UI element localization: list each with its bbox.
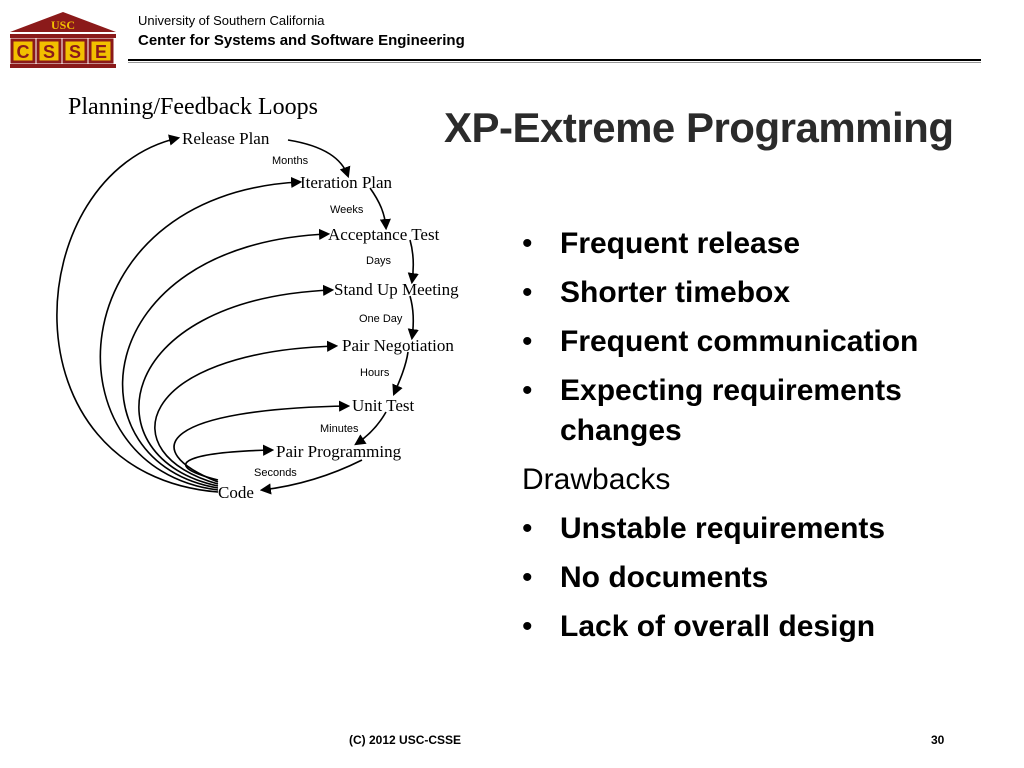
header-text [138, 13, 465, 51]
duration-minutes: Minutes [320, 423, 359, 435]
arc-iteration-plan [100, 182, 300, 490]
arc-pair-negotiation [155, 346, 336, 484]
bullet-text: Expecting requirements changes [560, 374, 902, 447]
bullet-text: Frequent communication [560, 325, 919, 358]
stage-acceptance-test: Acceptance Test [328, 225, 440, 244]
bullet-text: Unstable requirements [560, 512, 886, 545]
forward-arrow-4 [410, 296, 413, 338]
duration-weeks: Weeks [330, 204, 364, 216]
bullet-item [522, 273, 992, 313]
stage-iteration-plan: Iteration Plan [300, 173, 393, 192]
header-divider [128, 59, 981, 61]
duration-days: Days [366, 255, 392, 267]
center-name: Center for Systems and Software Engineering [138, 32, 465, 49]
bullet-item [522, 607, 992, 647]
stage-stand-up-meeting: Stand Up Meeting [334, 280, 459, 299]
diagram-title: Planning/Feedback Loops [68, 94, 318, 120]
duration-seconds: Seconds [254, 467, 297, 479]
bullet-marker: • [522, 325, 533, 358]
bullet-text: No documents [560, 561, 769, 594]
header-divider-accent [128, 62, 981, 63]
bullet-item [522, 371, 992, 451]
csse-logo [6, 10, 120, 74]
bullet-text: Shorter timebox [560, 276, 791, 309]
bullet-item [522, 509, 992, 549]
stage-unit-test: Unit Test [352, 396, 415, 415]
stage-pair-negotiation: Pair Negotiation [342, 336, 454, 355]
bullet-marker: • [522, 561, 533, 594]
bullet-item [522, 224, 992, 264]
bullet-text: Lack of overall design [560, 610, 876, 643]
bullet-text: Frequent release [560, 227, 801, 260]
duration-hours: Hours [360, 367, 390, 379]
bullet-marker: • [522, 227, 533, 260]
duration-one-day: One Day [359, 313, 403, 325]
forward-arrow-3 [410, 240, 413, 282]
footer-copyright: (C) 2012 USC-CSSE [349, 733, 462, 747]
logo-base [10, 64, 116, 68]
forward-arrow-5 [394, 352, 408, 394]
bullet-marker: • [522, 374, 533, 407]
drawbacks-heading: Drawbacks [522, 463, 671, 496]
bullet-list [522, 224, 992, 656]
logo-usc-text: USC [50, 18, 76, 32]
slide-title: XP-Extreme Programming [444, 104, 954, 151]
bullet-marker: • [522, 610, 533, 643]
forward-arrow-6 [356, 412, 386, 444]
logo-letter-c: C [16, 42, 30, 62]
logo-letter-s2: S [68, 42, 82, 62]
footer-page-number: 30 [931, 733, 945, 747]
forward-arrow-2 [370, 188, 386, 228]
bullet-marker: • [522, 512, 533, 545]
bullet-item [522, 558, 992, 598]
logo-letter-s1: S [42, 42, 56, 62]
bullet-marker: • [522, 276, 533, 309]
logo-letter-e: E [94, 42, 108, 62]
stage-release-plan: Release Plan [182, 129, 270, 148]
stage-code: Code [218, 483, 254, 502]
stage-pair-programming: Pair Programming [276, 442, 402, 461]
logo-beam [10, 34, 116, 38]
feedback-loops-diagram [40, 84, 500, 514]
duration-months: Months [272, 155, 309, 167]
bullet-item [522, 322, 992, 362]
university-name: University of Southern California [138, 13, 325, 28]
